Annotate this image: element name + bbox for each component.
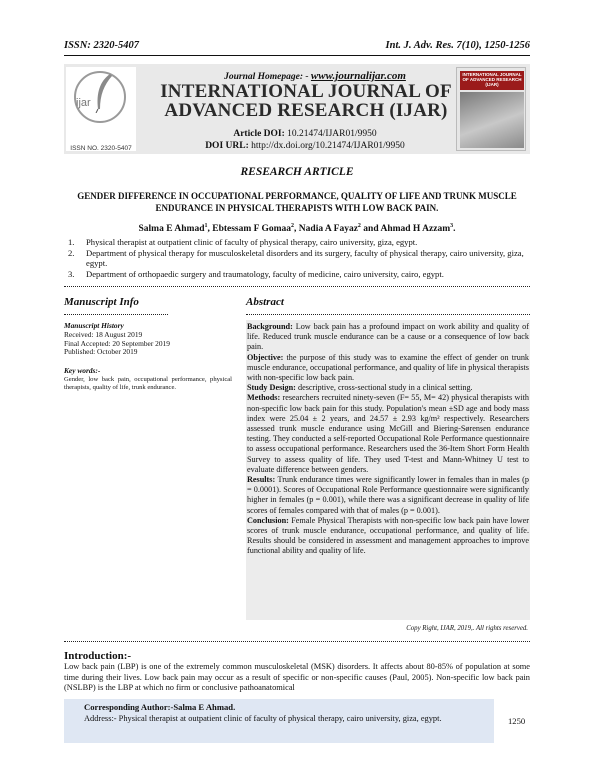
journal-title-line2: ADVANCED RESEARCH (IJAR) <box>164 100 448 121</box>
author-name: Salma E Ahmad <box>138 224 205 235</box>
journal-cover-image <box>456 67 526 151</box>
introduction-text: Low back pain (LBP) is one of the extremely common musculoskeletal (MSK) disorders. It affects about 80-85% of population at some time during their lives. Low back pain may occur as a result of specific or non-specific causes (Paul, 2005). Non-specific low back pain (NSLBP) is the LBP at which no firm or conclusive pathoanatomical <box>64 662 530 693</box>
published-date: Published: October 2019 <box>64 347 138 357</box>
affiliation-list <box>64 237 530 279</box>
conclusion-label: Conclusion: <box>247 515 289 525</box>
author-name: Ahmad H Azzam <box>380 224 451 235</box>
author-sep: , <box>207 224 213 235</box>
logo-text: ijar <box>76 97 91 109</box>
homepage-label: Journal Homepage: - <box>224 72 309 82</box>
affiliation-text: Department of orthopaedic surgery and traumatology, faculty of medicine, cairo university, cairo, egypt. <box>86 268 444 279</box>
keywords-label: Key words:- <box>64 366 101 376</box>
author-sup: 2 <box>291 223 295 229</box>
introduction-heading: Introduction:- <box>64 650 132 662</box>
objective-label: Objective: <box>247 352 284 362</box>
methods-label: Methods: <box>247 393 281 403</box>
cover-title: INTERNATIONAL JOURNAL OF ADVANCED RESEARCH (IJAR) <box>460 71 524 90</box>
intro-divider <box>64 641 530 642</box>
author-sep: . <box>453 224 456 235</box>
results-label: Results: <box>247 475 276 485</box>
author-sep: and <box>360 224 381 235</box>
issn-header: ISSN: 2320-5407 <box>64 40 139 51</box>
corresponding-author-address: Address:- Physical therapist at outpatient clinic of faculty of physical therapy, cairo university, giza, egypt. <box>84 714 442 723</box>
affiliation-item <box>64 248 530 269</box>
design-text: descriptive, cross-sectional study in a clinical setting. <box>297 383 473 393</box>
doi-url-label: DOI URL: <box>205 141 249 151</box>
author-sup: 1 <box>204 223 208 229</box>
author-list <box>64 223 530 234</box>
abstract-heading: Abstract <box>246 296 284 308</box>
doi-url[interactable]: http://dx.doi.org/10.21474/IJAR01/9950 <box>251 141 405 151</box>
abstract-divider <box>246 314 530 315</box>
section-label: RESEARCH ARTICLE <box>240 166 354 178</box>
keywords: Gender, low back pain, occupational performance, physical therapists, quality of life, trunk endurance. <box>64 375 232 391</box>
history-label: Manuscript History <box>64 321 124 330</box>
affiliation-item <box>64 237 530 248</box>
manuscript-info <box>64 322 232 391</box>
homepage-link[interactable]: www.journalijar.com <box>310 70 406 82</box>
author-name: Nadia A Fayaz <box>298 224 358 235</box>
accepted-date: Final Accepted: 20 September 2019 <box>64 338 170 348</box>
background-label: Background: <box>247 322 293 331</box>
affiliation-text: Department of physical therapy for musculoskeletal disorders and its surgery, faculty of physical therapy, cairo university, giza, egypt. <box>86 247 524 268</box>
methods-text: researchers recruited ninety-seven (F= 55, M= 42) physical therapists with non-specific low back pain for this study. Population's mean ±SD age and body mass index were 25.04 ± 2 years, and 24.57 ± 2.93 kg/m² respectively. Researchers assessed trunk muscle endurance using McGill and Biering-Sørensen endurance testing. They conducted a self-reported Occupational Role Performance questionnaire to assess occupational performance. Researchers used the 36-Item Short Form Health Survey to assess quality of life. They used T-test and Mann-Whitney U test to evaluate difference between genders. <box>247 393 530 474</box>
paper-title: GENDER DIFFERENCE IN OCCUPATIONAL PERFORMANCE, QUALITY OF LIFE AND TRUNK MUSCLE ENDURANCE IN PHYSICAL THERAPISTS WITH LOW BACK PAIN. <box>77 191 517 213</box>
received-date: Received: 18 August 2019 <box>64 329 143 339</box>
author-sup: 2 <box>357 223 361 229</box>
abstract-text <box>247 322 529 557</box>
background-text: Low back pain has a profound impact on work ability and quality of life. Reduced trunk muscle endurance can be a cause or a consequence of low back pain. <box>247 322 529 352</box>
affiliation-number: 2. <box>68 247 75 258</box>
author-name: Ebtessam F Gomaa <box>212 224 292 235</box>
article-doi-label: Article DOI: <box>233 129 285 139</box>
author-sup: 3 <box>450 223 454 229</box>
objective-text: the purpose of this study was to examine the effect of gender on trunk muscle endurance, occupational performance, and quality of life in physical therapists with non-specific low back pain. <box>247 352 530 383</box>
affiliation-number: 3. <box>68 268 75 279</box>
page-number: 1250 <box>508 716 526 726</box>
manuscript-info-heading: Manuscript Info <box>64 296 139 308</box>
journal-logo <box>66 67 136 151</box>
citation-header: Int. J. Adv. Res. 7(10), 1250-1256 <box>385 40 530 51</box>
affiliation-number: 1. <box>68 237 75 247</box>
author-sep: , <box>294 224 299 235</box>
conclusion-text: Female Physical Therapists with non-specific low back pain have lower scores of trunk muscle endurance, occupational performance, and quality of life. Results should be considered in assessment and management approaches to improve functional ability and quality of life. <box>247 515 529 556</box>
journal-title-line1: INTERNATIONAL JOURNAL OF <box>160 81 452 102</box>
quill-icon <box>92 73 114 113</box>
article-doi: 10.21474/IJAR01/9950 <box>287 129 377 139</box>
design-label: Study Design: <box>247 383 296 393</box>
header-rule <box>64 55 530 56</box>
journal-title <box>160 82 452 120</box>
results-text: Trunk endurance times were significantly lower in females than in males (p = 0.0001). Scores of Occupational Role Performance questionnaire were significantly higher in females (p = 0.001), while there was a significant decrease in quality of life scores of females compared with that of males (p = 0.001). <box>247 475 529 515</box>
affiliation-item <box>64 269 530 280</box>
logo-issn: ISSN NO. 2320-5407 <box>70 145 132 152</box>
section-divider <box>64 286 530 287</box>
info-divider <box>64 314 168 315</box>
corresponding-author-title: Corresponding Author:-Salma E Ahmad. <box>84 702 236 712</box>
doi-block <box>170 128 440 152</box>
cover-picture <box>460 92 524 148</box>
copyright-notice: Copy Right, IJAR, 2019,. All rights reserved. <box>406 625 528 632</box>
affiliation-text: Physical therapist at outpatient clinic of faculty of physical therapy, cairo university, giza, egypt. <box>86 237 418 247</box>
